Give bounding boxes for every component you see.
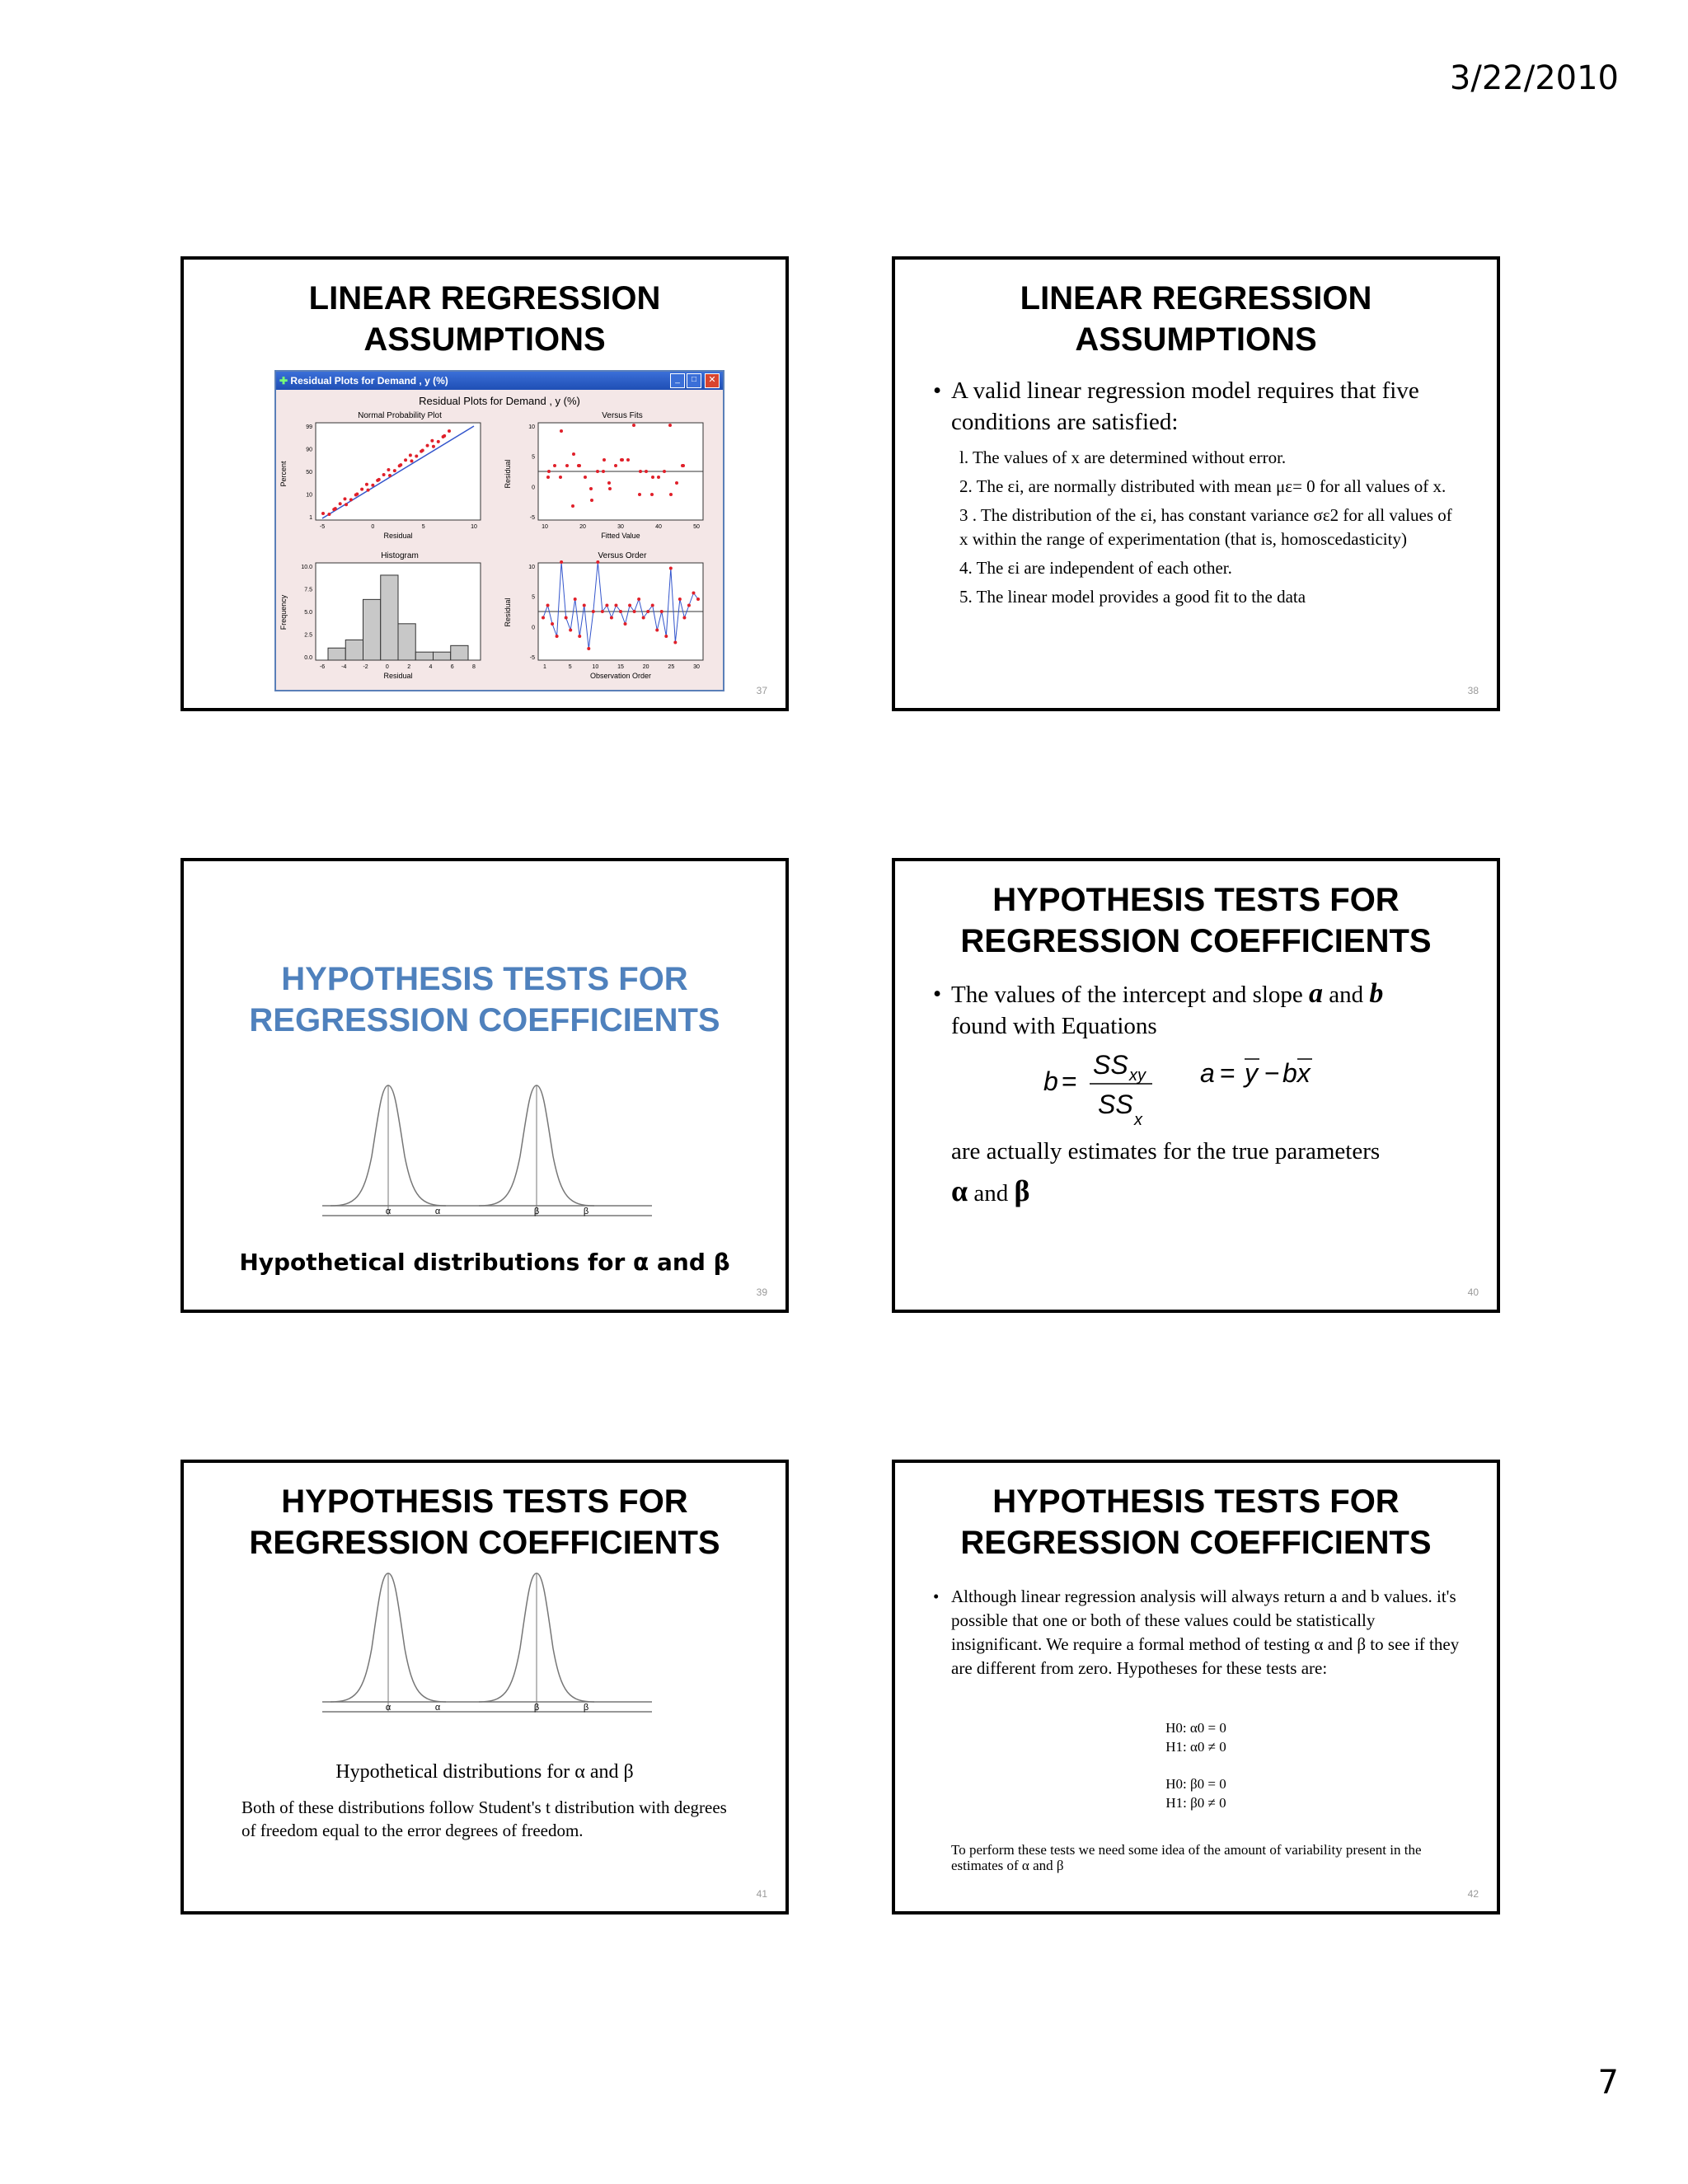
slide-title: HYPOTHESIS TESTS FOR REGRESSION COEFFICIENTS: [960, 882, 1432, 959]
vfits-point: [559, 476, 562, 479]
residual-plots: [276, 408, 723, 688]
vorder-xtick: 30: [693, 664, 700, 670]
line3: are actually estimates for the true parameters: [951, 1138, 1381, 1165]
npp-point: [332, 508, 335, 511]
npp-point: [365, 483, 368, 486]
npp-title: Normal Probability Plot: [358, 411, 442, 420]
vfits-point: [645, 470, 648, 473]
vorder-ytick: -5: [529, 655, 535, 661]
slide-title: LINEAR REGRESSION ASSUMPTIONS: [308, 280, 661, 358]
condition-item: 4. The εi are independent of each other.: [959, 558, 1232, 578]
h-alpha1: H1: α0 ≠ 0: [1165, 1739, 1226, 1755]
hypotheses: [895, 1718, 1497, 1812]
window-title: Residual Plots for Demand , y (%): [290, 375, 448, 387]
vfits-point: [589, 487, 593, 490]
vfits-point: [650, 493, 654, 496]
vorder-ylabel: Residual: [504, 598, 512, 627]
npp-ytick: 1: [309, 515, 312, 521]
caption: Hypothetical distributions for α and β: [239, 1249, 730, 1276]
bullet-continuation: [951, 1132, 1380, 1213]
npp-point: [409, 453, 412, 457]
vfits-point: [602, 470, 605, 473]
slide-38: [892, 256, 1500, 711]
hist-title: Histogram: [381, 551, 419, 560]
slide-number: 41: [756, 1888, 767, 1900]
npp-ytick: 99: [306, 424, 312, 430]
npp-xlabel: Residual: [383, 532, 413, 540]
vorder-point: [610, 616, 613, 620]
body-text: Both of these distributions follow Student's t distribution with degrees of freedom equal to the error degrees of freedom.: [241, 1797, 727, 1840]
alpha-symbol: α: [951, 1174, 968, 1207]
vfits-ytick: 5: [532, 454, 535, 461]
vfits-point: [546, 476, 550, 479]
vorder-point: [646, 610, 649, 613]
vorder-point: [605, 604, 608, 607]
vfits-point: [590, 499, 593, 502]
npp-ytick: 10: [306, 492, 312, 499]
alpha-label: α: [385, 1207, 392, 1216]
npp-point: [437, 440, 440, 443]
vfits-point: [638, 493, 641, 496]
vfits-point: [663, 470, 666, 473]
condition-item: 3 . The distribution of the εi, has constant variance σε2 for all values of x within the range of experimentation (that is, homoscedasticity): [959, 505, 1452, 549]
npp-point: [371, 484, 374, 487]
vorder-xtick: 10: [592, 664, 599, 670]
hist-ytick: 7.5: [304, 587, 312, 593]
beta0-label: β: [583, 1207, 589, 1216]
vorder-point: [678, 598, 682, 601]
npp-point: [415, 454, 418, 457]
svg-text:a: a: [1200, 1058, 1215, 1088]
vorder-title: Versus Order: [598, 551, 647, 560]
hist-xtick: 8: [472, 664, 476, 670]
npp-point: [354, 494, 358, 497]
slide-42: [892, 1460, 1500, 1915]
hist-ytick: 0.0: [304, 655, 312, 661]
hist-ylabel: Frequency: [279, 594, 288, 630]
hist-bar: [381, 575, 398, 660]
vfits-point: [572, 452, 575, 456]
hist-bar: [398, 624, 415, 660]
vfits-point: [657, 476, 660, 479]
vfits-ytick: -5: [529, 515, 535, 521]
npp-point: [448, 429, 451, 433]
vorder-point: [542, 616, 545, 620]
vorder-point: [660, 610, 663, 613]
npp-point: [410, 459, 413, 462]
vfits-xtick: 30: [617, 524, 624, 530]
vfits-point: [682, 464, 685, 467]
h-beta1: H1: β0 ≠ 0: [1165, 1795, 1226, 1811]
hist-xtick: -2: [363, 664, 368, 670]
bullet-text: [933, 1585, 1461, 1680]
vfits-point: [578, 464, 581, 467]
vorder-point: [628, 604, 631, 607]
close-icon[interactable]: ✕: [705, 373, 720, 388]
vorder-point: [551, 622, 554, 626]
slide-number: 39: [756, 1286, 767, 1298]
npp-xtick: 5: [421, 524, 425, 530]
vorder-ytick: 10: [528, 565, 535, 570]
hist-xtick: -4: [341, 664, 347, 670]
vorder-point: [583, 604, 586, 607]
vfits-xlabel: Fitted Value: [601, 532, 640, 540]
vorder-xtick: 1: [543, 664, 546, 670]
page-number: 7: [1597, 2064, 1619, 2102]
slide-39: [181, 858, 789, 1313]
vorder-point: [669, 567, 673, 570]
plus-icon: ✚: [279, 375, 288, 387]
hist-ytick: 2.5: [304, 632, 312, 639]
vorder-point: [587, 647, 590, 650]
svg-text:bx: bx: [1282, 1058, 1311, 1088]
hist-bar: [328, 648, 345, 660]
npp-point: [327, 513, 331, 516]
npp-ytick: 90: [306, 447, 312, 453]
beta-symbol: β: [1014, 1174, 1030, 1207]
npp-point: [393, 469, 396, 472]
npp-point: [432, 445, 435, 448]
hist-bar: [363, 599, 381, 660]
npp-point: [376, 479, 379, 482]
hist-xtick: 0: [385, 664, 389, 670]
svg-text:−: −: [1264, 1058, 1280, 1088]
caption: Hypothetical distributions for α and β: [335, 1761, 634, 1783]
svg-text:y: y: [1245, 1058, 1258, 1088]
vfits-point: [584, 476, 587, 479]
minimize-icon[interactable]: _: [670, 373, 685, 388]
vorder-xtick: 15: [617, 664, 624, 670]
npp-point: [382, 473, 386, 476]
vorder-point: [556, 635, 559, 638]
vorder-xtick: 20: [642, 664, 649, 670]
slide-41: [181, 1460, 789, 1915]
var-a: a: [1309, 978, 1324, 1009]
hist-xtick: 6: [450, 664, 454, 670]
vorder-point: [574, 598, 577, 601]
vorder-point: [687, 604, 691, 607]
npp-point: [388, 474, 392, 477]
panel-versus-fits: [504, 411, 703, 540]
svg-text:SS: SS: [1098, 1090, 1133, 1119]
vorder-point: [682, 616, 686, 620]
bullet-content: Although linear regression analysis will always return a and b values. it's possible that one or both of these values could be statistically insignificant. We require a formal method of testing α and β to see if they are different from zero. Hypotheses for these tests are:: [951, 1586, 1460, 1678]
condition-item: 5. The linear model provides a good fit to the data: [959, 587, 1306, 607]
and-text: and: [973, 1180, 1009, 1207]
npp-point: [360, 488, 363, 491]
and-text: and: [1329, 982, 1364, 1008]
bullet-text: [895, 978, 1497, 1042]
panel-npp: [279, 411, 481, 540]
vorder-point: [637, 598, 640, 601]
vorder-point: [642, 616, 645, 620]
vfits-point: [607, 481, 611, 485]
hist-ytick: 5.0: [304, 610, 312, 616]
window-titlebar[interactable]: [276, 372, 723, 390]
npp-point: [367, 489, 370, 492]
vfits-point: [626, 458, 630, 462]
npp-ylabel: Percent: [279, 461, 288, 487]
panel-versus-order: [504, 551, 703, 680]
vfits-xtick: 20: [579, 524, 586, 530]
hist-bar: [415, 652, 433, 660]
vfits-point: [603, 458, 606, 462]
bullet-content: The values of the intercept and slope: [951, 982, 1303, 1008]
hist-xlabel: Residual: [383, 672, 413, 680]
svg-text:b: b: [1043, 1066, 1058, 1096]
npp-point: [345, 503, 348, 506]
vorder-point: [546, 604, 550, 607]
plot-title: Residual Plots for Demand , y (%): [419, 395, 580, 407]
maximize-icon[interactable]: □: [687, 373, 701, 388]
bullet-text: [895, 375, 1497, 438]
alpha0-label: α: [434, 1703, 441, 1713]
vfits-point: [565, 464, 569, 467]
slide-title: HYPOTHESIS TESTS FOR REGRESSION COEFFICIENTS: [249, 1483, 720, 1561]
slide-number: 37: [756, 685, 767, 696]
npp-point: [404, 458, 407, 462]
npp-point: [442, 435, 445, 438]
vorder-point: [596, 560, 599, 564]
vorder-point: [651, 604, 654, 607]
vorder-xtick: 5: [568, 664, 572, 670]
vfits-point: [675, 481, 678, 485]
svg-text:=: =: [1220, 1058, 1236, 1088]
vorder-ytick: 5: [532, 594, 535, 601]
bullet-icon: •: [933, 377, 942, 404]
vorder-ytick: 0: [532, 625, 535, 631]
footer-text: To perform these tests we need some idea of the amount of variability present in the estimates of α and β: [951, 1842, 1422, 1873]
vfits-point: [614, 464, 617, 467]
svg-text:x: x: [1134, 1111, 1142, 1129]
var-b: b: [1369, 978, 1384, 1009]
vfits-point: [571, 504, 574, 508]
vfits-point: [621, 458, 624, 462]
vorder-point: [655, 629, 659, 632]
bullet-content: A valid linear regression model requires that five conditions are satisfied:: [951, 377, 1419, 435]
npp-point: [339, 502, 342, 505]
vorder-point: [619, 610, 622, 613]
vfits-point: [639, 470, 642, 473]
condition-item: 2. The εi, are normally distributed with mean με= 0 for all values of x.: [959, 476, 1447, 496]
npp-point: [420, 450, 423, 453]
vfits-xtick: 50: [693, 524, 700, 530]
npp-point: [343, 497, 346, 500]
vfits-ytick: 0: [532, 485, 535, 491]
slide-number: 38: [1467, 685, 1479, 696]
vfits-point: [553, 464, 556, 467]
h-beta0: H0: β0 = 0: [1165, 1776, 1226, 1792]
vorder-point: [578, 635, 581, 638]
beta-label: β: [533, 1703, 540, 1713]
vfits-point: [596, 470, 599, 473]
minitab-window: [274, 370, 724, 691]
vorder-point: [633, 610, 636, 613]
slide-title: HYPOTHESIS TESTS FOR REGRESSION COEFFICIENTS: [249, 961, 720, 1038]
bullet-icon: •: [933, 1586, 940, 1606]
vfits-ylabel: Residual: [504, 459, 512, 489]
svg-text:SS: SS: [1093, 1050, 1128, 1080]
vfits-point: [651, 476, 654, 479]
vfits-point: [560, 429, 563, 433]
vorder-point: [565, 616, 568, 620]
conditions-list: [895, 446, 1497, 609]
npp-point: [321, 512, 325, 515]
beta0-label: β: [583, 1703, 589, 1713]
condition-item: l. The values of x are determined without error.: [959, 448, 1287, 467]
vorder-point: [614, 604, 617, 607]
vorder-point: [624, 622, 627, 626]
hist-bar: [345, 640, 363, 660]
vorder-point: [569, 629, 572, 632]
slide-title: LINEAR REGRESSION ASSUMPTIONS: [1020, 280, 1372, 358]
slide-number: 40: [1467, 1286, 1479, 1298]
npp-xtick: -5: [319, 524, 326, 530]
npp-point: [349, 498, 353, 501]
npp-point: [426, 444, 429, 448]
hist-xtick: 2: [407, 664, 411, 670]
npp-point: [398, 464, 401, 467]
vfits-point: [608, 487, 612, 490]
vorder-point: [601, 610, 604, 613]
slide-number: 42: [1467, 1888, 1479, 1900]
hist-xtick: 4: [429, 664, 433, 670]
vfits-point: [669, 493, 673, 496]
vorder-point: [673, 641, 677, 644]
vorder-point: [696, 598, 700, 601]
vfits-title: Versus Fits: [602, 411, 643, 420]
slide-40: [892, 858, 1500, 1313]
panel-histogram: [279, 551, 481, 680]
vfits-ytick: 10: [528, 424, 535, 430]
line2: found with Equations: [951, 1013, 1157, 1039]
alpha0-label: α: [434, 1207, 441, 1216]
distribution-curves: [322, 1570, 652, 1743]
slide-37: [181, 256, 789, 711]
npp-ytick: 50: [306, 470, 312, 476]
vfits-xtick: 10: [542, 524, 548, 530]
vfits-point: [668, 424, 672, 427]
npp-xtick: 10: [471, 524, 477, 530]
distribution-curves: [322, 1082, 652, 1247]
vorder-point: [692, 592, 695, 595]
beta-label: β: [533, 1207, 540, 1216]
npp-point: [430, 439, 434, 443]
hist-bar: [451, 645, 468, 660]
npp-point: [387, 468, 390, 471]
equations: [1043, 1043, 1373, 1133]
slide-title: HYPOTHESIS TESTS FOR REGRESSION COEFFICIENTS: [960, 1483, 1432, 1561]
npp-xtick: 0: [371, 524, 375, 530]
svg-text:=: =: [1062, 1066, 1077, 1096]
vorder-xtick: 25: [668, 664, 675, 670]
svg-text:xy: xy: [1129, 1066, 1146, 1085]
vorder-point: [592, 610, 595, 613]
alpha-label: α: [385, 1703, 392, 1713]
bullet-icon: •: [933, 981, 942, 1007]
vorder-xlabel: Observation Order: [589, 672, 652, 680]
hist-ytick: 10.0: [301, 565, 312, 570]
hist-bar: [434, 652, 451, 660]
vfits-point: [547, 470, 551, 473]
page-date: 3/22/2010: [1449, 59, 1619, 97]
vfits-point: [632, 424, 635, 427]
h-alpha0: H0: α0 = 0: [1165, 1720, 1226, 1736]
vorder-point: [664, 635, 668, 638]
hist-xtick: -6: [319, 664, 326, 670]
vorder-point: [560, 560, 563, 564]
vfits-xtick: 40: [655, 524, 662, 530]
